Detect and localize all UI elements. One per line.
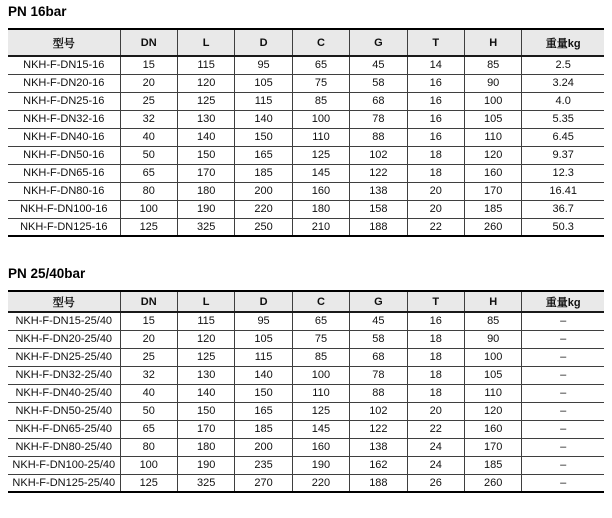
model-cell: NKH-F-DN100-25/40 [8,456,120,474]
value-cell: 160 [292,438,349,456]
value-cell: 165 [235,402,292,420]
value-cell: 36.7 [522,200,604,218]
value-cell: 18 [407,348,464,366]
value-cell: 25 [120,348,177,366]
value-cell: 50 [120,146,177,164]
value-cell: 18 [407,146,464,164]
column-header-h: H [464,29,521,56]
value-cell: 170 [464,182,521,200]
value-cell: 170 [177,420,234,438]
value-cell: 210 [292,218,349,236]
value-cell: 185 [235,164,292,182]
table-row [8,402,604,420]
column-header-dn: DN [120,29,177,56]
value-cell: 125 [292,146,349,164]
table-row [8,128,604,146]
model-cell: NKH-F-DN50-25/40 [8,402,120,420]
value-cell: 160 [464,164,521,182]
table-row [8,92,604,110]
value-cell: 16 [407,92,464,110]
table-row [8,200,604,218]
value-cell: 16 [407,312,464,330]
column-header-h: H [464,291,521,312]
value-cell: 85 [464,312,521,330]
value-cell: 185 [235,420,292,438]
value-cell: 140 [235,110,292,128]
value-cell: 50.3 [522,218,604,236]
value-cell: – [522,348,604,366]
value-cell: 40 [120,384,177,402]
column-header-l: L [177,29,234,56]
table-row [8,312,604,330]
value-cell: 190 [292,456,349,474]
value-cell: 105 [464,366,521,384]
column-header-g: G [350,291,407,312]
value-cell: 26 [407,474,464,492]
section-title-pn2540: PN 25/40bar [8,266,86,281]
value-cell: 18 [407,164,464,182]
value-cell: 18 [407,384,464,402]
value-cell: 130 [177,366,234,384]
value-cell: 78 [350,366,407,384]
table-row [8,146,604,164]
value-cell: – [522,330,604,348]
value-cell: 20 [120,330,177,348]
value-cell: 150 [177,402,234,420]
value-cell: 110 [464,128,521,146]
section-pn16 [8,4,604,237]
value-cell: 185 [464,456,521,474]
value-cell: 20 [120,74,177,92]
value-cell: 160 [464,420,521,438]
value-cell: 45 [350,312,407,330]
spec-table-pn16 [8,28,604,237]
value-cell: 325 [177,218,234,236]
value-cell: 270 [235,474,292,492]
value-cell: 122 [350,420,407,438]
model-cell: NKH-F-DN32-16 [8,110,120,128]
value-cell: 115 [235,92,292,110]
model-cell: NKH-F-DN25-16 [8,92,120,110]
value-cell: 138 [350,438,407,456]
value-cell: 115 [235,348,292,366]
value-cell: 100 [120,200,177,218]
value-cell: 85 [464,56,521,74]
model-cell: NKH-F-DN65-25/40 [8,420,120,438]
table-body [8,312,604,492]
value-cell: 145 [292,420,349,438]
value-cell: 180 [177,438,234,456]
value-cell: 102 [350,146,407,164]
value-cell: 100 [120,456,177,474]
value-cell: 150 [235,384,292,402]
value-cell: 125 [120,218,177,236]
model-cell: NKH-F-DN40-16 [8,128,120,146]
header-row [8,29,604,56]
value-cell: 140 [235,366,292,384]
value-cell: 120 [464,402,521,420]
value-cell: 200 [235,182,292,200]
value-cell: 2.5 [522,56,604,74]
model-cell: NKH-F-DN50-16 [8,146,120,164]
value-cell: 158 [350,200,407,218]
value-cell: 120 [464,146,521,164]
value-cell: – [522,456,604,474]
value-cell: 16 [407,74,464,92]
value-cell: 170 [177,164,234,182]
table-row [8,420,604,438]
value-cell: 122 [350,164,407,182]
table-row [8,348,604,366]
column-header-model: 型号 [8,291,120,312]
value-cell: 100 [464,92,521,110]
value-cell: 100 [292,110,349,128]
model-cell: NKH-F-DN32-25/40 [8,366,120,384]
value-cell: 260 [464,218,521,236]
value-cell: 100 [464,348,521,366]
value-cell: 65 [120,164,177,182]
value-cell: 180 [177,182,234,200]
section-title-pn16: PN 16bar [8,4,67,19]
value-cell: 110 [292,128,349,146]
value-cell: 20 [407,182,464,200]
table-row [8,218,604,236]
value-cell: 250 [235,218,292,236]
value-cell: 138 [350,182,407,200]
value-cell: 85 [292,348,349,366]
value-cell: 145 [292,164,349,182]
value-cell: 102 [350,402,407,420]
value-cell: 105 [464,110,521,128]
column-header-model: 型号 [8,29,120,56]
table-row [8,110,604,128]
value-cell: 95 [235,312,292,330]
value-cell: 170 [464,438,521,456]
value-cell: 95 [235,56,292,74]
value-cell: 58 [350,330,407,348]
column-header-c: C [292,29,349,56]
column-header-l: L [177,291,234,312]
table-row [8,182,604,200]
table-body [8,56,604,236]
value-cell: 68 [350,92,407,110]
value-cell: 18 [407,366,464,384]
value-cell: 24 [407,438,464,456]
value-cell: 190 [177,456,234,474]
value-cell: 14 [407,56,464,74]
value-cell: 90 [464,74,521,92]
value-cell: 180 [292,200,349,218]
column-header-t: T [407,29,464,56]
column-header-weight: 重量kg [522,29,604,56]
value-cell: 110 [292,384,349,402]
value-cell: 185 [464,200,521,218]
value-cell: 140 [177,128,234,146]
column-header-weight: 重量kg [522,291,604,312]
value-cell: 20 [407,402,464,420]
value-cell: 220 [292,474,349,492]
value-cell: 130 [177,110,234,128]
value-cell: – [522,402,604,420]
value-cell: 188 [350,474,407,492]
value-cell: 20 [407,200,464,218]
value-cell: 88 [350,384,407,402]
value-cell: 105 [235,74,292,92]
spec-table-pn2540 [8,290,604,493]
section-pn2540 [8,266,604,493]
model-cell: NKH-F-DN15-16 [8,56,120,74]
value-cell: 9.37 [522,146,604,164]
value-cell: 68 [350,348,407,366]
value-cell: 125 [177,348,234,366]
value-cell: 65 [292,312,349,330]
table-row [8,74,604,92]
value-cell: – [522,438,604,456]
model-cell: NKH-F-DN15-25/40 [8,312,120,330]
value-cell: 85 [292,92,349,110]
value-cell: 162 [350,456,407,474]
value-cell: 115 [177,312,234,330]
column-header-dn: DN [120,291,177,312]
value-cell: 58 [350,74,407,92]
value-cell: 150 [235,128,292,146]
value-cell: 160 [292,182,349,200]
table-row [8,384,604,402]
table-row [8,438,604,456]
value-cell: 16 [407,110,464,128]
value-cell: 40 [120,128,177,146]
value-cell: – [522,420,604,438]
value-cell: 18 [407,330,464,348]
value-cell: 125 [177,92,234,110]
value-cell: 190 [177,200,234,218]
value-cell: 32 [120,110,177,128]
value-cell: 115 [177,56,234,74]
model-cell: NKH-F-DN40-25/40 [8,384,120,402]
table-row [8,330,604,348]
value-cell: 16 [407,128,464,146]
value-cell: 22 [407,218,464,236]
value-cell: 15 [120,56,177,74]
model-cell: NKH-F-DN125-16 [20,220,108,233]
value-cell: 80 [120,438,177,456]
value-cell: 25 [120,92,177,110]
value-cell: 45 [350,56,407,74]
table-row [8,366,604,384]
value-cell: 200 [235,438,292,456]
value-cell: 140 [177,384,234,402]
value-cell: 12.3 [522,164,604,182]
model-cell: NKH-F-DN20-25/40 [8,330,120,348]
value-cell: 188 [350,218,407,236]
value-cell: 65 [120,420,177,438]
table-row [8,456,604,474]
value-cell: 110 [464,384,521,402]
value-cell: 15 [120,312,177,330]
value-cell: 90 [464,330,521,348]
column-header-d: D [235,29,292,56]
column-header-t: T [407,291,464,312]
value-cell: 4.0 [522,92,604,110]
model-cell: NKH-F-DN100-16 [8,200,120,218]
value-cell: 16.41 [522,182,604,200]
value-cell: – [522,312,604,330]
value-cell: 80 [120,182,177,200]
value-cell: 50 [120,402,177,420]
value-cell: – [522,366,604,384]
model-cell: NKH-F-DN80-25/40 [8,438,120,456]
value-cell: 78 [350,110,407,128]
value-cell: 125 [120,474,177,492]
model-cell: NKH-F-DN125-25/40 [12,476,116,489]
value-cell: 260 [464,474,521,492]
value-cell: 105 [235,330,292,348]
model-cell: NKH-F-DN25-25/40 [8,348,120,366]
column-header-c: C [292,291,349,312]
value-cell: 120 [177,74,234,92]
value-cell: 100 [292,366,349,384]
value-cell: 65 [292,56,349,74]
value-cell: 165 [235,146,292,164]
value-cell: 5.35 [522,110,604,128]
value-cell: 6.45 [522,128,604,146]
value-cell: 3.24 [522,74,604,92]
value-cell: 120 [177,330,234,348]
value-cell: 125 [292,402,349,420]
value-cell: 88 [350,128,407,146]
value-cell: 235 [235,456,292,474]
header-row [8,291,604,312]
column-header-g: G [350,29,407,56]
value-cell: 325 [177,474,234,492]
value-cell: 150 [177,146,234,164]
value-cell: 75 [292,74,349,92]
value-cell: 75 [292,330,349,348]
table-row [8,56,604,74]
value-cell: – [522,474,604,492]
value-cell: 32 [120,366,177,384]
model-cell: NKH-F-DN65-16 [8,164,120,182]
value-cell: 22 [407,420,464,438]
value-cell: 220 [235,200,292,218]
value-cell: 24 [407,456,464,474]
model-cell: NKH-F-DN80-16 [8,182,120,200]
column-header-d: D [235,291,292,312]
table-row [8,164,604,182]
value-cell: – [522,384,604,402]
table-row [8,474,604,492]
model-cell: NKH-F-DN20-16 [8,74,120,92]
